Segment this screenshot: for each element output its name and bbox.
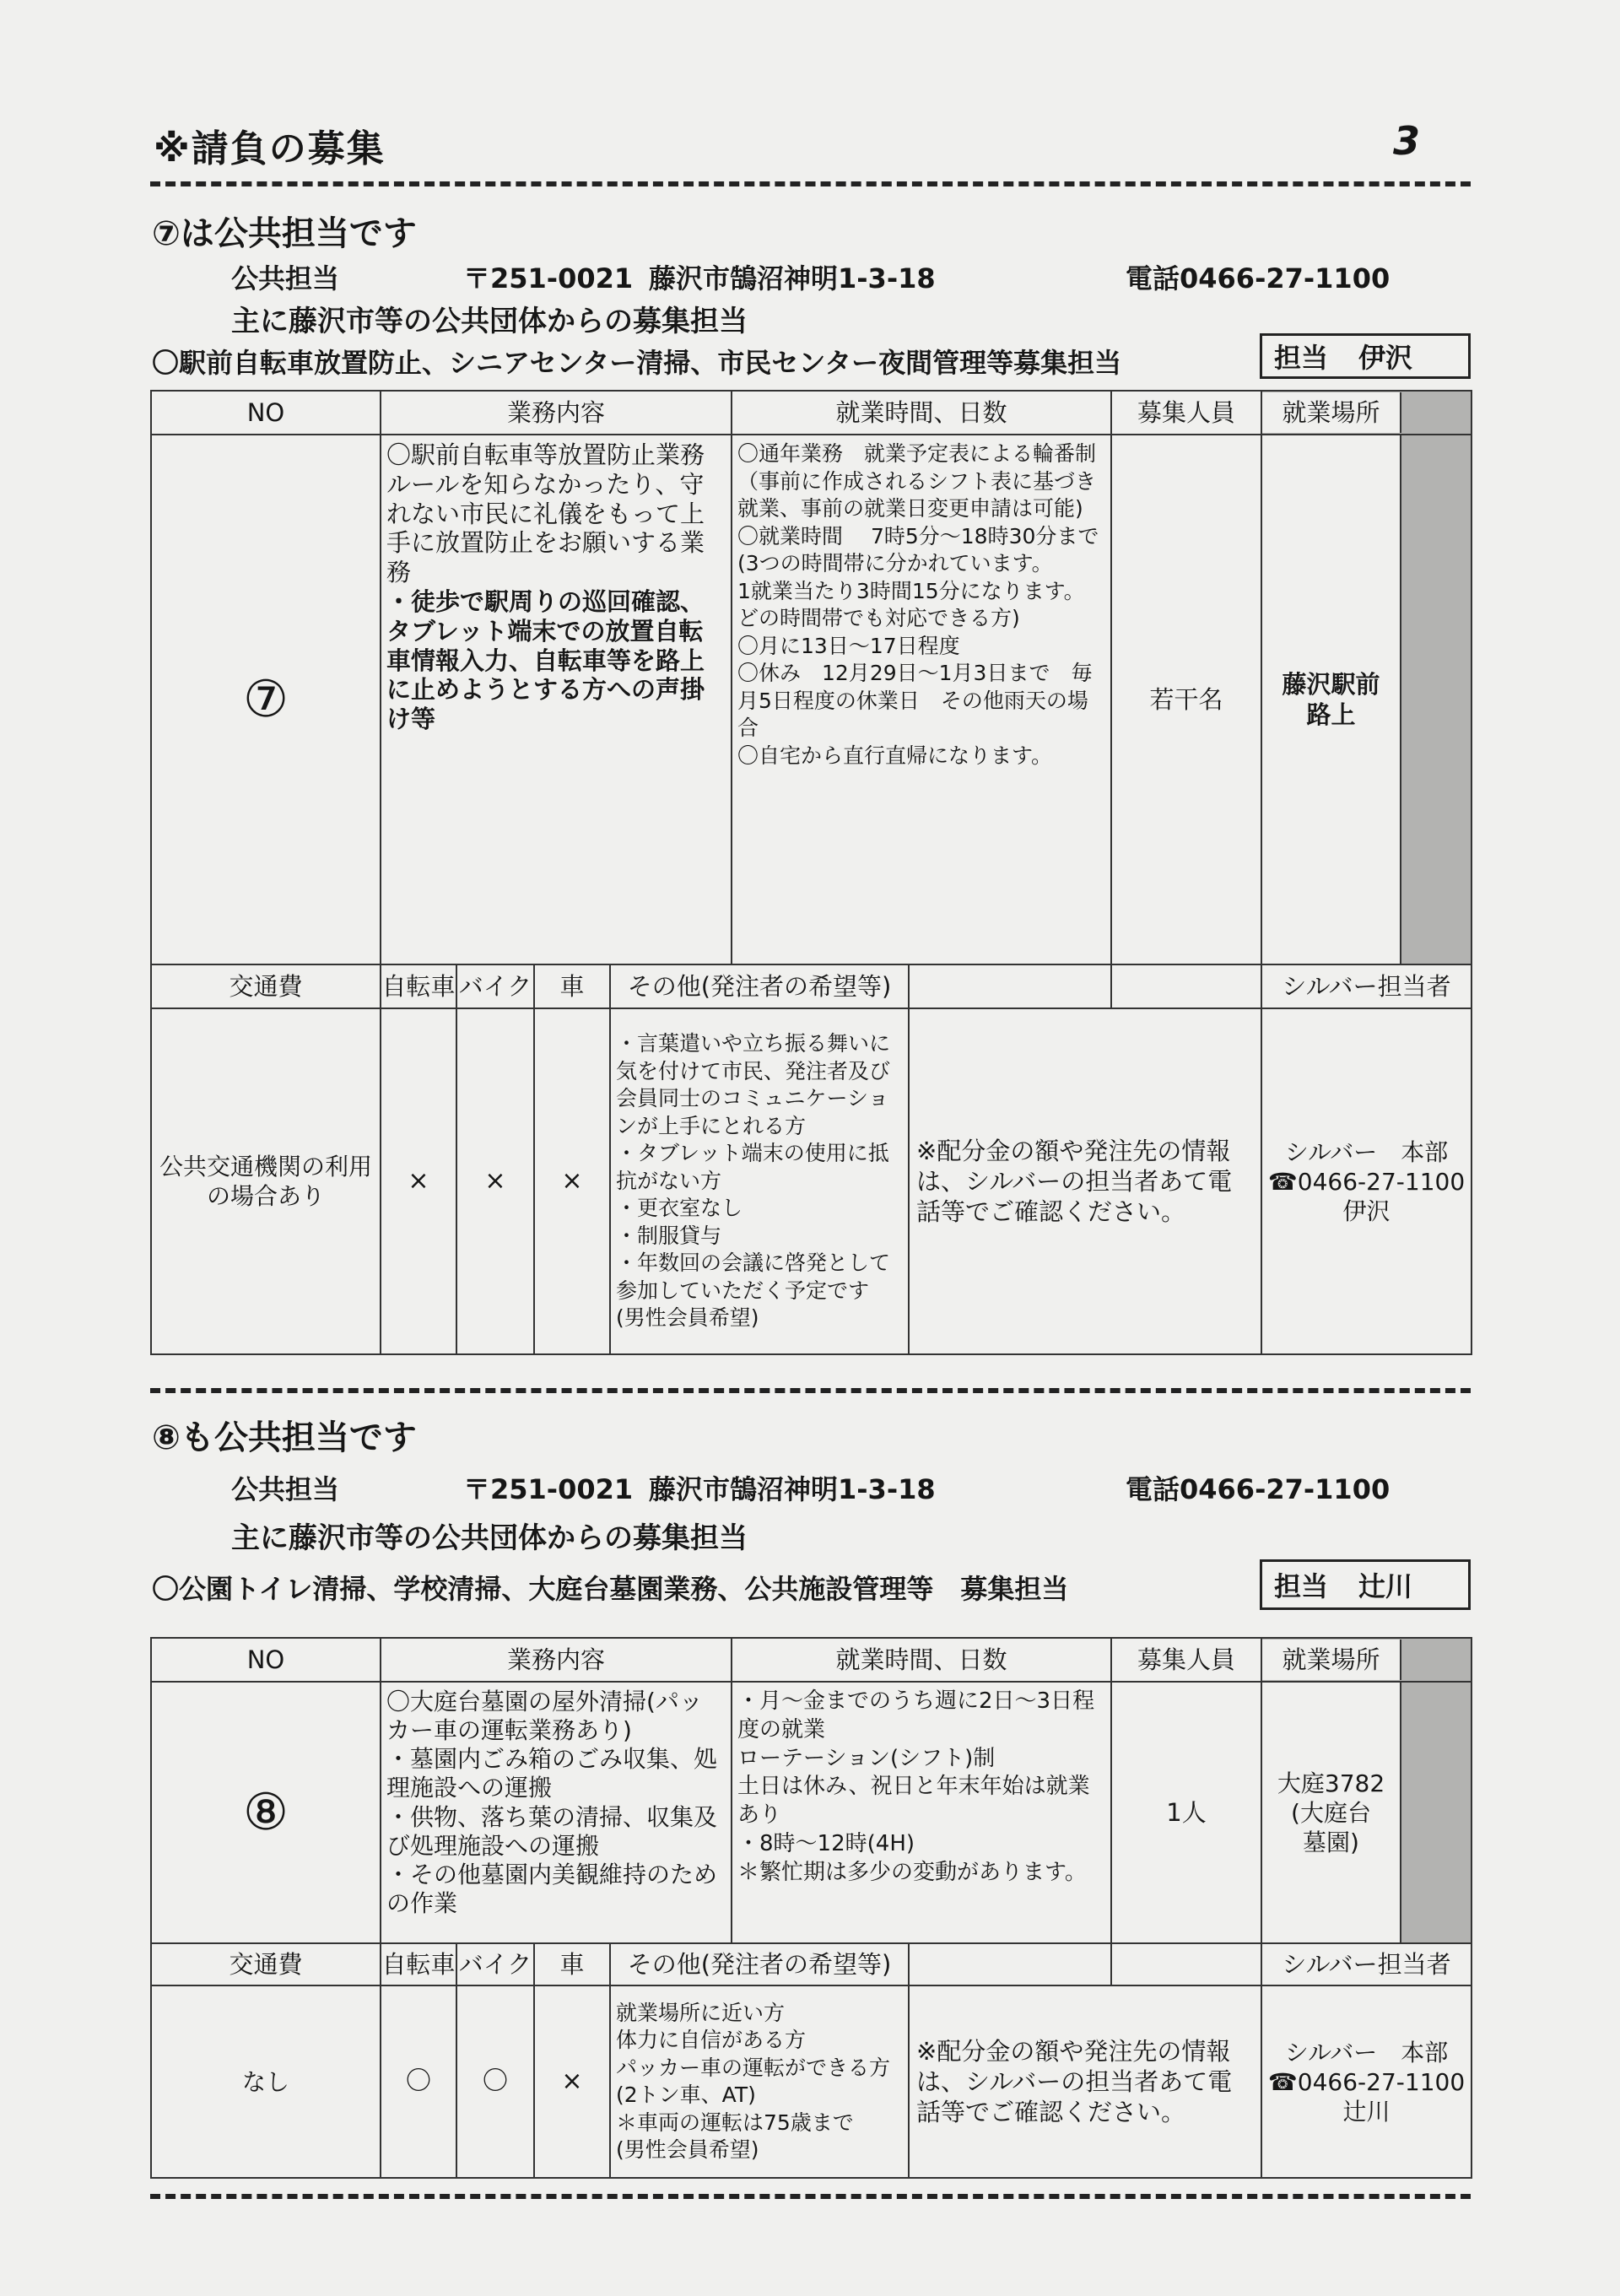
job-content (381, 435, 732, 964)
header-contact: シルバー担当者 (1261, 964, 1472, 1008)
job-place: 大庭3782 (大庭台 墓園) (1262, 1683, 1401, 1942)
motorbike-mark: × (456, 1008, 534, 1354)
transport-other: 就業場所に近い方 体力に自信がある方 パッカー車の運転ができる方(2トン車、AT) ＊車両の運転は75歳まで (男性会員希望) (610, 1985, 909, 2178)
fee-note: ※配分金の額や発注先の情報は、シルバーの担当者あて電話等でご確認ください。 (909, 1008, 1261, 1354)
section-heading: ⑦は公共担当です (152, 214, 417, 253)
staff-name: 辻川 (1358, 1570, 1413, 1602)
header-car: 車 (534, 1943, 610, 1985)
staff-name: 伊沢 (1358, 342, 1413, 374)
header-bicycle: 自転車 (381, 1943, 456, 1985)
shaded-cell (1401, 1683, 1471, 1942)
office-address: 藤沢市鵠沼神明1-3-18 (649, 262, 936, 294)
job-table (150, 1637, 1472, 2179)
office-name: 公共担当 (231, 262, 340, 294)
table-row (151, 1008, 1472, 1354)
header-no: NO (151, 1638, 381, 1682)
job-place-area (1261, 435, 1472, 964)
job-table (150, 390, 1472, 1355)
header-motorbike: バイク (456, 964, 534, 1008)
header-content: 業務内容 (381, 1638, 732, 1682)
job-recruit: 若干名 (1111, 435, 1261, 964)
office-postal: 〒251-0021 (463, 1473, 634, 1505)
table-row (151, 435, 1472, 964)
header-blank-2 (1111, 1943, 1261, 1985)
header-motorbike: バイク (456, 1943, 534, 1985)
job-recruit: 1人 (1111, 1682, 1261, 1943)
header-blank-1 (909, 1943, 1111, 1985)
focus-line: 主に藤沢市等の公共団体からの募集担当 (231, 1521, 748, 1555)
office-line (231, 1468, 1455, 1505)
job-content-bold: ・徒歩で駅周りの巡回確認、タブレット端末での放置自転車情報入力、自転車等を路上に止めようとする方への声掛け等 (386, 586, 705, 734)
silver-contact: シルバー 本部 ☎0466-27-1100 辻川 (1261, 1985, 1472, 2178)
office-name: 公共担当 (231, 1473, 340, 1505)
car-mark: × (534, 1985, 610, 2178)
divider (150, 181, 1471, 186)
header-hours: 就業時間、日数 (732, 1638, 1111, 1682)
header-transport-fee: 交通費 (151, 964, 381, 1008)
motorbike-mark: 〇 (456, 1985, 534, 2178)
job-number: ⑦ (151, 435, 381, 964)
divider (150, 2194, 1471, 2199)
shaded-cell (1401, 435, 1471, 964)
job-content-normal: 〇大庭台墓園の屋外清掃(パッカー車の運転業務あり) ・墓園内ごみ箱のごみ収集、処理施設への運搬 ・供物、落ち葉の清掃、収集及び処理施設への運搬 ・その他墓園内美観維持のための作業 (386, 1688, 718, 1918)
table-row (151, 1682, 1472, 1943)
job-number: ⑧ (151, 1682, 381, 1943)
header-no: NO (151, 391, 381, 435)
section-8 (150, 1411, 1471, 2187)
header-recruit: 募集人員 (1111, 391, 1261, 435)
job-hours: 〇通年業務 就業予定表による輪番制 （事前に作成されるシフト表に基づき就業、事前の就業日変更申請は可能) 〇就業時間 7時5分～18時30分まで(3つの時間帯に分かれています。 1就業当たり3時間15分になります。どの時間帯でも対応できる方) 〇月に13日～17日程度 〇休み 12月29日～1月3日まで 毎月5日程度の休業日 その他雨天の場合 〇自宅から直行直帰になります。 (732, 435, 1111, 964)
job-hours: ・月～金までのうち週に2日～3日程度の就業 ローテーション(シフト)制 土日は休み、祝日と年末年始は就業あり ・8時～12時(4H) ＊繁忙期は多少の変動があります。 (732, 1682, 1111, 1943)
header-place-area (1261, 1638, 1472, 1682)
car-mark: × (534, 1008, 610, 1354)
job-content-normal: 〇駅前自転車等放置防止業務 ルールを知らなかったり、守れない市民に礼儀をもって上手に放置防止をお願いする業務 (386, 440, 705, 587)
office-phone: 電話0466-27-1100 (1126, 262, 1390, 294)
office-address: 藤沢市鵠沼神明1-3-18 (649, 1473, 936, 1505)
header-place-area (1261, 391, 1472, 435)
staff-box (1260, 1559, 1471, 1610)
page-header (150, 118, 1471, 169)
header-bicycle: 自転車 (381, 964, 456, 1008)
job-content (381, 1682, 732, 1943)
office-line (231, 257, 1455, 294)
job-place: 藤沢駅前 路上 (1262, 435, 1401, 964)
page-number: 3 (1392, 118, 1420, 164)
header-hours: 就業時間、日数 (732, 391, 1111, 435)
office-phone: 電話0466-27-1100 (1126, 1473, 1390, 1505)
task-line: 〇公園トイレ清掃、学校清掃、大庭台墓園業務、公共施設管理等 募集担当 (152, 1573, 1069, 1605)
job-place-area (1261, 1682, 1472, 1943)
bicycle-mark: × (381, 1008, 456, 1354)
office-postal: 〒251-0021 (463, 262, 634, 294)
section-7 (150, 207, 1471, 1363)
transport-other: ・言葉遣いや立ち振る舞いに気を付けて市民、発注者及び会員同士のコミュニケーションが上手にとれる方 ・タブレット端末の使用に抵抗がない方 ・更衣室なし ・制服貸与 ・年数回の会議に啓発として参加していただく予定です (男性会員希望) (610, 1008, 909, 1354)
table-row (151, 1985, 1472, 2178)
header-blank-2 (1111, 964, 1261, 1008)
header-other: その他(発注者の希望等) (610, 964, 909, 1008)
header-recruit: 募集人員 (1111, 1638, 1261, 1682)
transport-fee: なし (151, 1985, 381, 2178)
header-other: その他(発注者の希望等) (610, 1943, 909, 1985)
section-heading: ⑧も公共担当です (152, 1418, 417, 1457)
staff-box (1260, 333, 1471, 379)
silver-contact: シルバー 本部 ☎0466-27-1100 伊沢 (1261, 1008, 1472, 1354)
divider (150, 1388, 1471, 1393)
fee-note: ※配分金の額や発注先の情報は、シルバーの担当者あて電話等でご確認ください。 (909, 1985, 1261, 2178)
transport-fee: 公共交通機関の利用の場合あり (151, 1008, 381, 1354)
staff-label: 担当 (1274, 342, 1329, 374)
header-place: 就業場所 (1262, 1640, 1401, 1680)
header-car: 車 (534, 964, 610, 1008)
bicycle-mark: 〇 (381, 1985, 456, 2178)
focus-line: 主に藤沢市等の公共団体からの募集担当 (231, 305, 748, 338)
page-title: ※請負の募集 (154, 127, 386, 170)
header-content: 業務内容 (381, 391, 732, 435)
header-transport-fee: 交通費 (151, 1943, 381, 1985)
header-blank-1 (909, 964, 1111, 1008)
staff-label: 担当 (1274, 1570, 1329, 1602)
header-contact: シルバー担当者 (1261, 1943, 1472, 1985)
task-line: 〇駅前自転車放置防止、シニアセンター清掃、市民センター夜間管理等募集担当 (152, 347, 1122, 379)
header-place: 就業場所 (1262, 392, 1401, 433)
